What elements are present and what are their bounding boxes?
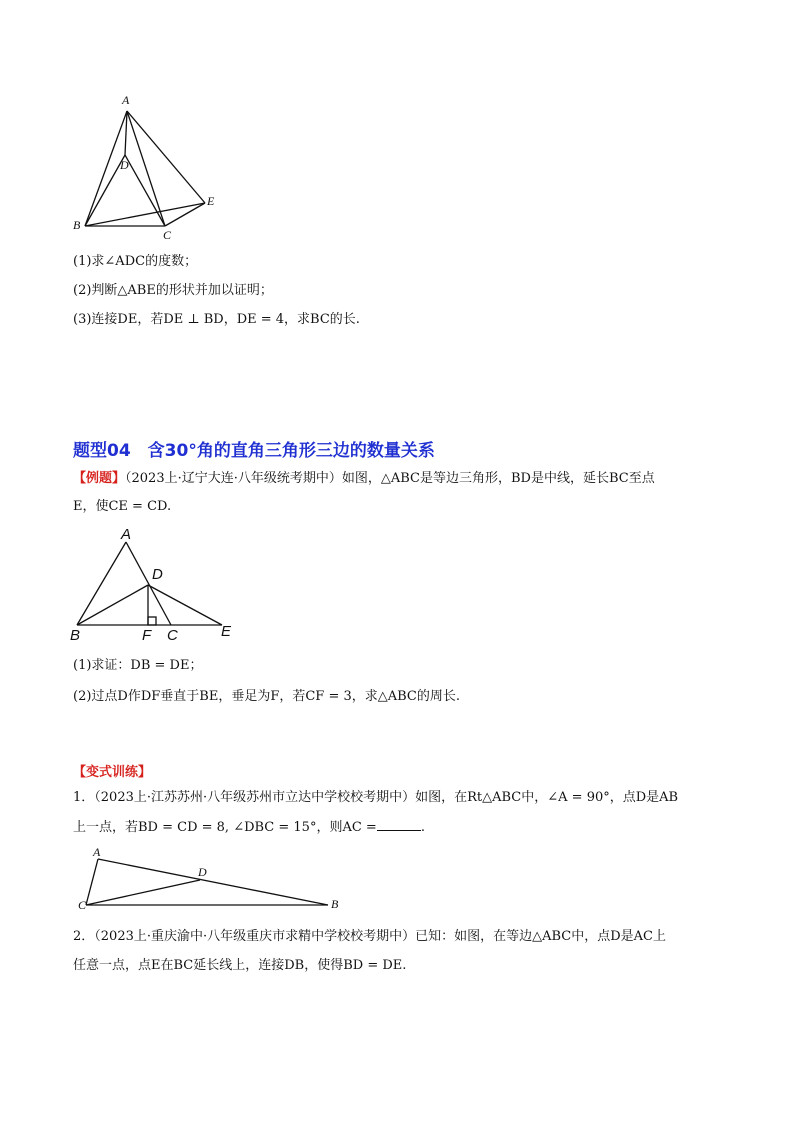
ex-label-D: D <box>152 566 163 583</box>
fig1-label-C: C <box>163 228 172 242</box>
example-text-1: （2023上·辽宁大连·八年级统考期中）如图，△ABC是等边三角形，BD是中线，延长BC至点 <box>125 471 655 486</box>
p1-label-C: C <box>78 898 87 912</box>
practice-1-line-1: 1．（2023上·江苏苏州·八年级苏州市立达中学校校考期中）如图，在Rt△ABC中，∠A = 90°，点D是AB <box>73 790 679 805</box>
seg-CD <box>86 880 200 905</box>
seg-AC <box>86 859 98 905</box>
problem1-question-2: (2)判断△ABE的形状并加以证明； <box>73 283 273 298</box>
ex-label-B: B <box>70 627 81 644</box>
problem1-question-1: (1)求∠ADC的度数； <box>73 254 198 269</box>
practice-tag: 【变式训练】 <box>73 765 152 780</box>
fig1-label-E: E <box>207 194 215 208</box>
fig1-label-B: B <box>73 218 81 232</box>
example-question-1: (1)求证：DB = DE； <box>73 658 203 673</box>
example-question-2: (2)过点D作DF垂直于BE，垂足为F，若CF = 3，求△ABC的周长. <box>73 689 460 704</box>
p1-label-A: A <box>93 845 101 859</box>
ex-label-F: F <box>142 627 152 644</box>
fig1-label-D: D <box>120 158 129 172</box>
section-heading: 题型04 含30°角的直角三角形三边的数量关系 <box>73 441 435 461</box>
ex-label-E: E <box>221 623 232 640</box>
p1-label-D: D <box>198 865 207 879</box>
ex-label-C: C <box>167 627 178 644</box>
practice-1-text: 上一点，若BD = CD = 8, ∠DBC = 15°，则AC = <box>73 820 377 835</box>
practice-2-line-2: 任意一点，点E在BC延长线上，连接DB，使得BD = DE. <box>73 958 407 973</box>
ex-label-A: A <box>121 526 132 543</box>
problem1-question-3: (3)连接DE，若DE ⊥ BD，DE = 4，求BC的长. <box>73 312 360 327</box>
practice-1-period: . <box>420 820 425 835</box>
fig1-label-A: A <box>122 93 130 107</box>
seg-AB <box>98 859 328 905</box>
practice-2-line-1: 2．（2023上·重庆渝中·八年级重庆市求精中学校校考期中）已知：如图，在等边△ABC中，点D是AC上 <box>73 929 667 944</box>
p1-label-B: B <box>331 897 339 911</box>
example-line-2: E，使CE = CD. <box>73 499 172 514</box>
example-tag: 【例题】 <box>73 471 126 486</box>
